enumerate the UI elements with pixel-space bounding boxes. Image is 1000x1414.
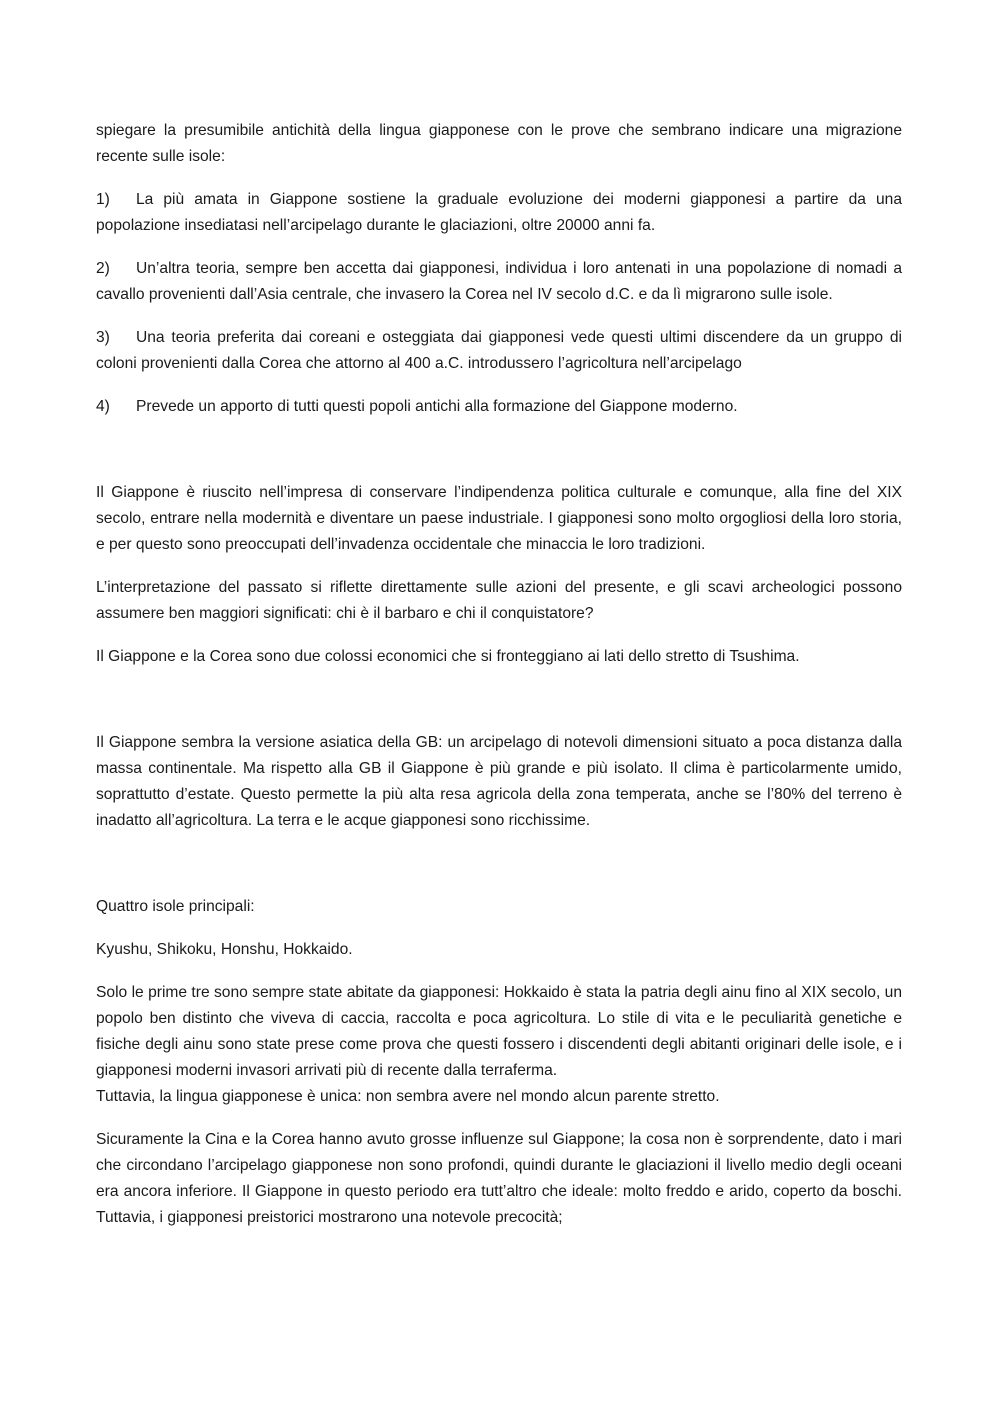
paragraph-islands-list: Kyushu, Shikoku, Honshu, Hokkaido.: [96, 941, 353, 958]
paragraph-tsushima: Il Giappone e la Corea sono due colossi economici che si fronteggiano ai lati dello stretto di Tsushima.: [96, 648, 800, 665]
paragraph-interpretation: L’interpretazione del passato si riflette direttamente sulle azioni del presente, e gli scavi archeologici possono assumere ben maggiori significati: chi è il barbaro e chi il conquistatore?: [96, 579, 902, 622]
spacer: [96, 437, 902, 480]
list-item-2: [96, 256, 902, 308]
spacer: [96, 687, 902, 730]
list-number: 4): [96, 398, 110, 415]
paragraph-islands-heading: Quattro isole principali:: [96, 898, 255, 915]
paragraph-geography: Il Giappone sembra la versione asiatica della GB: un arcipelago di notevoli dimensioni situato a poca distanza dalla massa continentale. Ma rispetto alla GB il Giappone è più grande e più isolato. Il clima è particolarmente umido, soprattutto d’estate. Questo permette la più alta resa agricola della zona temperata, anche se l’80% del terreno è inadatto all’agricoltura. La terra e le acque giapponesi sono ricchissime.: [96, 734, 902, 829]
paragraph-independence: Il Giappone è riuscito nell’impresa di conservare l’indipendenza politica culturale e comunque, alla fine del XIX secolo, entrare nella modernità e diventare un paese industriale. I giapponesi sono molto orgogliosi della loro storia, e per questo sono preoccupati dell’invadenza occidentale che minaccia le loro tradizioni.: [96, 484, 902, 553]
list-text: La più amata in Giappone sostiene la graduale evoluzione dei moderni giapponesi a partire da una popolazione insediatasi nell’arcipelago durante le glaciazioni, oltre 20000 anni fa.: [96, 191, 902, 234]
list-number: 2): [96, 260, 110, 277]
paragraph-language-unique: Tuttavia, la lingua giapponese è unica: non sembra avere nel mondo alcun parente stretto.: [96, 1088, 720, 1105]
document-page: [96, 118, 902, 1248]
paragraph-intro: spiegare la presumibile antichità della lingua giapponese con le prove che sembrano indicare una migrazione recente sulle isole:: [96, 122, 902, 165]
list-text: Una teoria preferita dai coreani e osteggiata dai giapponesi vede questi ultimi discendere da un gruppo di coloni provenienti dalla Corea che attorno al 400 a.C. introdussero l’agricoltura nell’arcipelago: [96, 329, 902, 372]
list-item-3: [96, 325, 902, 377]
list-number: 3): [96, 329, 110, 346]
list-item-4: [96, 394, 902, 420]
paragraph-influences: Sicuramente la Cina e la Corea hanno avuto grosse influenze sul Giappone; la cosa non è sorprendente, dato i mari che circondano l’arcipelago giapponese non sono profondi, quindi durante le glaciazioni il livello medio degli oceani era ancora inferiore. Il Giappone in questo periodo era tutt’altro che ideale: molto freddo e arido, coperto da boschi. Tuttavia, i giapponesi preistorici mostrarono una notevole precocità;: [96, 1131, 902, 1226]
list-item-1: [96, 187, 902, 239]
list-number: 1): [96, 191, 110, 208]
list-text: Prevede un apporto di tutti questi popoli antichi alla formazione del Giappone moderno.: [136, 398, 738, 415]
paragraph-ainu: Solo le prime tre sono sempre state abitate da giapponesi: Hokkaido è stata la patria degli ainu fino al XIX secolo, un popolo ben distinto che viveva di caccia, raccolta e poca agricoltura. Lo stile di vita e le peculiarità genetiche e fisiche degli ainu sono state prese come prova che questi fossero i discendenti degli abitanti originari delle isole, e i giapponesi moderni invasori arrivati più di recente dalla terraferma.: [96, 984, 902, 1079]
list-text: Un’altra teoria, sempre ben accetta dai giapponesi, individua i loro antenati in una popolazione di nomadi a cavallo provenienti dall’Asia centrale, che invasero la Corea nel IV secolo d.C. e da lì migrarono sulle isole.: [96, 260, 902, 303]
spacer: [96, 851, 902, 894]
